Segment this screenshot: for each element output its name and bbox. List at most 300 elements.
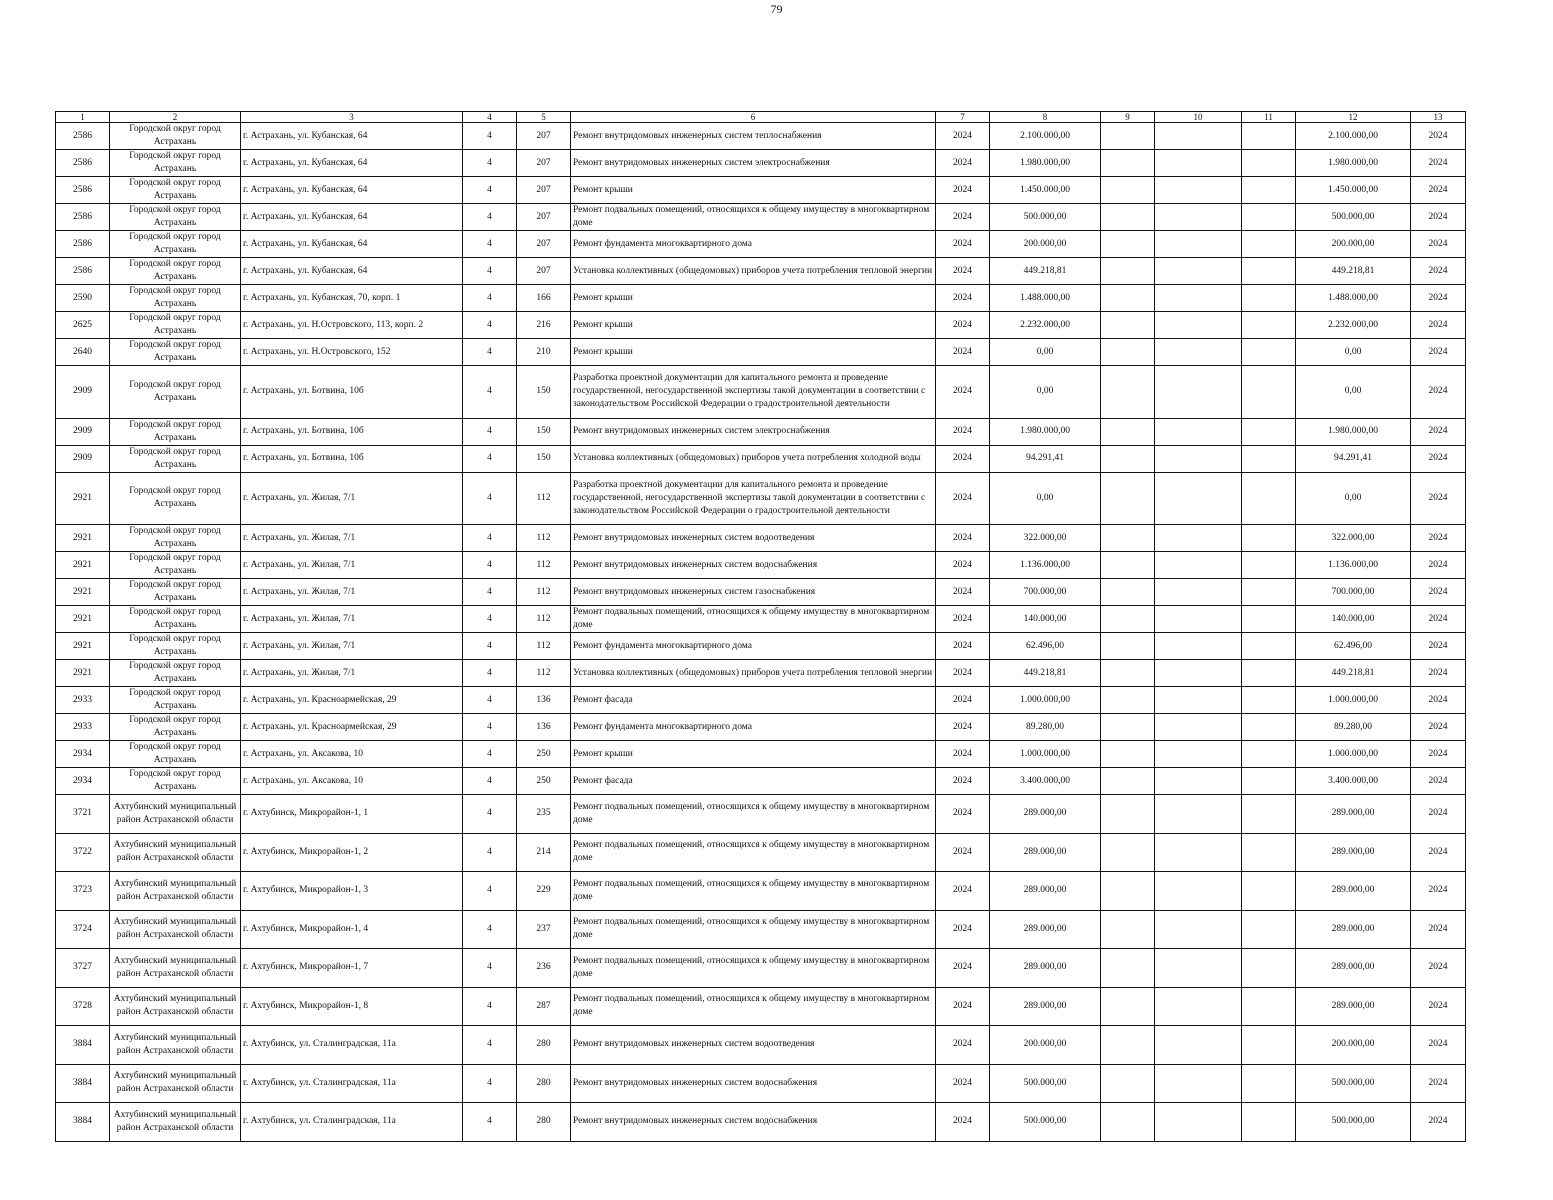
col9-cell — [1101, 741, 1155, 768]
column-number-header: 5 — [517, 112, 571, 123]
total-cost-cell: 322.000,00 — [1296, 525, 1411, 552]
col11-cell — [1242, 741, 1296, 768]
end-year-cell: 2024 — [1411, 150, 1466, 177]
table-row — [56, 258, 1466, 285]
table-row — [56, 285, 1466, 312]
address-cell: г. Ахтубинск, Микрорайон-1, 4 — [241, 910, 463, 949]
cost-cell: 289.000,00 — [990, 872, 1101, 911]
municipality-cell: Ахтубинский муниципальный район Астраханской области — [110, 795, 241, 834]
total-cost-cell: 289.000,00 — [1296, 910, 1411, 949]
address-cell: г. Астрахань, ул. Н.Островского, 152 — [241, 339, 463, 366]
end-year-cell: 2024 — [1411, 714, 1466, 741]
total-cost-cell: 140.000,00 — [1296, 606, 1411, 633]
col10-cell — [1155, 150, 1242, 177]
col9-cell — [1101, 418, 1155, 445]
end-year-cell: 2024 — [1411, 285, 1466, 312]
col4-cell: 4 — [463, 833, 517, 872]
col5-cell: 214 — [517, 833, 571, 872]
cost-cell: 289.000,00 — [990, 987, 1101, 1026]
col5-cell: 112 — [517, 606, 571, 633]
col11-cell — [1242, 910, 1296, 949]
municipality-cell: Ахтубинский муниципальный район Астраханской области — [110, 872, 241, 911]
municipality-cell: Ахтубинский муниципальный район Астраханской области — [110, 949, 241, 988]
total-cost-cell: 1.450.000,00 — [1296, 177, 1411, 204]
address-cell: г. Астрахань, ул. Жилая, 7/1 — [241, 552, 463, 579]
table-row — [56, 366, 1466, 419]
col9-cell — [1101, 579, 1155, 606]
col11-cell — [1242, 177, 1296, 204]
municipality-cell: Ахтубинский муниципальный район Астраханской области — [110, 910, 241, 949]
end-year-cell: 2024 — [1411, 910, 1466, 949]
work-type-cell: Ремонт подвальных помещений, относящихся к общему имуществу в многоквартирном доме — [571, 833, 936, 872]
column-number-header: 1 — [56, 112, 110, 123]
house-id-cell: 2586 — [56, 123, 110, 150]
col4-cell: 4 — [463, 339, 517, 366]
col5-cell: 280 — [517, 1103, 571, 1142]
work-type-cell: Разработка проектной документации для капитального ремонта и проведение государственной, негосударственной экспертизы такой документации в соответствии с законодательством Российской Федерации о градостроительной деятельности — [571, 366, 936, 419]
work-type-cell: Ремонт фундамента многоквартирного дома — [571, 714, 936, 741]
total-cost-cell: 2.100.000,00 — [1296, 123, 1411, 150]
house-id-cell: 2921 — [56, 579, 110, 606]
col11-cell — [1242, 833, 1296, 872]
cost-cell: 1.000.000,00 — [990, 741, 1101, 768]
house-id-cell: 3884 — [56, 1026, 110, 1065]
year-cell: 2024 — [936, 445, 990, 472]
col4-cell: 4 — [463, 366, 517, 419]
house-id-cell: 2586 — [56, 204, 110, 231]
col5-cell: 112 — [517, 525, 571, 552]
work-type-cell: Установка коллективных (общедомовых) приборов учета потребления тепловой энергии — [571, 258, 936, 285]
col9-cell — [1101, 660, 1155, 687]
table-row — [56, 833, 1466, 872]
address-cell: г. Астрахань, ул. Кубанская, 64 — [241, 150, 463, 177]
column-number-header: 6 — [571, 112, 936, 123]
col4-cell: 4 — [463, 1103, 517, 1142]
col11-cell — [1242, 687, 1296, 714]
cost-cell: 449.218,81 — [990, 660, 1101, 687]
col9-cell — [1101, 150, 1155, 177]
cost-cell: 1.980.000,00 — [990, 150, 1101, 177]
table-row — [56, 339, 1466, 366]
col11-cell — [1242, 150, 1296, 177]
year-cell: 2024 — [936, 687, 990, 714]
col9-cell — [1101, 177, 1155, 204]
address-cell: г. Астрахань, ул. Жилая, 7/1 — [241, 472, 463, 525]
table-row — [56, 633, 1466, 660]
col9-cell — [1101, 987, 1155, 1026]
work-type-cell: Ремонт подвальных помещений, относящихся к общему имуществу в многоквартирном доме — [571, 872, 936, 911]
year-cell: 2024 — [936, 418, 990, 445]
municipality-cell: Ахтубинский муниципальный район Астраханской области — [110, 1026, 241, 1065]
cost-cell: 200.000,00 — [990, 231, 1101, 258]
cost-cell: 289.000,00 — [990, 833, 1101, 872]
municipality-cell: Городской округ город Астрахань — [110, 633, 241, 660]
house-id-cell: 2586 — [56, 231, 110, 258]
col11-cell — [1242, 552, 1296, 579]
municipality-cell: Городской округ город Астрахань — [110, 177, 241, 204]
work-type-cell: Ремонт внутридомовых инженерных систем газоснабжения — [571, 579, 936, 606]
cost-cell: 289.000,00 — [990, 795, 1101, 834]
col10-cell — [1155, 687, 1242, 714]
total-cost-cell: 1.000.000,00 — [1296, 687, 1411, 714]
cost-cell: 62.496,00 — [990, 633, 1101, 660]
cost-cell: 94.291,41 — [990, 445, 1101, 472]
year-cell: 2024 — [936, 795, 990, 834]
col9-cell — [1101, 1064, 1155, 1103]
col10-cell — [1155, 660, 1242, 687]
end-year-cell: 2024 — [1411, 339, 1466, 366]
cost-cell: 140.000,00 — [990, 606, 1101, 633]
municipality-cell: Городской округ город Астрахань — [110, 204, 241, 231]
col5-cell: 207 — [517, 204, 571, 231]
year-cell: 2024 — [936, 660, 990, 687]
year-cell: 2024 — [936, 1103, 990, 1142]
col4-cell: 4 — [463, 1026, 517, 1065]
col9-cell — [1101, 339, 1155, 366]
house-id-cell: 2586 — [56, 150, 110, 177]
col10-cell — [1155, 418, 1242, 445]
total-cost-cell: 449.218,81 — [1296, 258, 1411, 285]
total-cost-cell: 1.136.000,00 — [1296, 552, 1411, 579]
end-year-cell: 2024 — [1411, 768, 1466, 795]
work-type-cell: Разработка проектной документации для капитального ремонта и проведение государственной, негосударственной экспертизы такой документации в соответствии с законодательством Российской Федерации о градостроительной деятельности — [571, 472, 936, 525]
col10-cell — [1155, 366, 1242, 419]
col9-cell — [1101, 768, 1155, 795]
col11-cell — [1242, 1064, 1296, 1103]
col5-cell: 166 — [517, 285, 571, 312]
work-type-cell: Ремонт подвальных помещений, относящихся к общему имуществу в многоквартирном доме — [571, 795, 936, 834]
total-cost-cell: 1.000.000,00 — [1296, 741, 1411, 768]
column-number-header: 7 — [936, 112, 990, 123]
year-cell: 2024 — [936, 987, 990, 1026]
house-id-cell: 2909 — [56, 445, 110, 472]
col10-cell — [1155, 714, 1242, 741]
col11-cell — [1242, 660, 1296, 687]
year-cell: 2024 — [936, 258, 990, 285]
total-cost-cell: 89.280,00 — [1296, 714, 1411, 741]
municipality-cell: Городской округ город Астрахань — [110, 579, 241, 606]
municipality-cell: Городской округ город Астрахань — [110, 150, 241, 177]
table-row — [56, 418, 1466, 445]
address-cell: г. Ахтубинск, ул. Сталинградская, 11а — [241, 1064, 463, 1103]
col11-cell — [1242, 714, 1296, 741]
work-type-cell: Установка коллективных (общедомовых) приборов учета потребления холодной воды — [571, 445, 936, 472]
col11-cell — [1242, 606, 1296, 633]
house-id-cell: 3884 — [56, 1064, 110, 1103]
col5-cell: 235 — [517, 795, 571, 834]
table-row — [56, 1026, 1466, 1065]
municipality-cell: Городской округ город Астрахань — [110, 552, 241, 579]
col5-cell: 112 — [517, 472, 571, 525]
work-type-cell: Ремонт внутридомовых инженерных систем водоснабжения — [571, 1103, 936, 1142]
end-year-cell: 2024 — [1411, 204, 1466, 231]
house-id-cell: 2640 — [56, 339, 110, 366]
col11-cell — [1242, 872, 1296, 911]
col9-cell — [1101, 258, 1155, 285]
end-year-cell: 2024 — [1411, 949, 1466, 988]
col11-cell — [1242, 949, 1296, 988]
cost-cell: 1.000.000,00 — [990, 687, 1101, 714]
col4-cell: 4 — [463, 418, 517, 445]
col11-cell — [1242, 1103, 1296, 1142]
house-id-cell: 2933 — [56, 714, 110, 741]
address-cell: г. Астрахань, ул. Аксакова, 10 — [241, 768, 463, 795]
col11-cell — [1242, 231, 1296, 258]
col11-cell — [1242, 525, 1296, 552]
year-cell: 2024 — [936, 949, 990, 988]
col4-cell: 4 — [463, 741, 517, 768]
col11-cell — [1242, 795, 1296, 834]
col9-cell — [1101, 833, 1155, 872]
address-cell: г. Ахтубинск, Микрорайон-1, 3 — [241, 872, 463, 911]
total-cost-cell: 0,00 — [1296, 339, 1411, 366]
col10-cell — [1155, 833, 1242, 872]
municipality-cell: Городской округ город Астрахань — [110, 472, 241, 525]
col9-cell — [1101, 795, 1155, 834]
municipality-cell: Городской округ город Астрахань — [110, 366, 241, 419]
end-year-cell: 2024 — [1411, 687, 1466, 714]
year-cell: 2024 — [936, 741, 990, 768]
house-id-cell: 2625 — [56, 312, 110, 339]
municipality-cell: Городской округ город Астрахань — [110, 687, 241, 714]
col10-cell — [1155, 606, 1242, 633]
col5-cell: 207 — [517, 231, 571, 258]
col5-cell: 136 — [517, 687, 571, 714]
address-cell: г. Ахтубинск, ул. Сталинградская, 11а — [241, 1026, 463, 1065]
col10-cell — [1155, 552, 1242, 579]
col5-cell: 150 — [517, 445, 571, 472]
end-year-cell: 2024 — [1411, 833, 1466, 872]
col5-cell: 136 — [517, 714, 571, 741]
table-row — [56, 987, 1466, 1026]
address-cell: г. Астрахань, ул. Н.Островского, 113, корп. 2 — [241, 312, 463, 339]
col9-cell — [1101, 910, 1155, 949]
house-id-cell: 3722 — [56, 833, 110, 872]
work-type-cell: Ремонт крыши — [571, 741, 936, 768]
work-type-cell: Ремонт фасада — [571, 687, 936, 714]
col4-cell: 4 — [463, 285, 517, 312]
col10-cell — [1155, 987, 1242, 1026]
house-id-cell: 2921 — [56, 472, 110, 525]
year-cell: 2024 — [936, 472, 990, 525]
end-year-cell: 2024 — [1411, 366, 1466, 419]
address-cell: г. Ахтубинск, Микрорайон-1, 7 — [241, 949, 463, 988]
end-year-cell: 2024 — [1411, 445, 1466, 472]
col4-cell: 4 — [463, 687, 517, 714]
col11-cell — [1242, 204, 1296, 231]
table-row — [56, 204, 1466, 231]
capital-repair-table — [55, 111, 1466, 1142]
col4-cell: 4 — [463, 949, 517, 988]
col10-cell — [1155, 633, 1242, 660]
col11-cell — [1242, 418, 1296, 445]
table-row — [56, 579, 1466, 606]
total-cost-cell: 500.000,00 — [1296, 1064, 1411, 1103]
address-cell: г. Астрахань, ул. Кубанская, 64 — [241, 177, 463, 204]
table-row — [56, 1064, 1466, 1103]
cost-cell: 449.218,81 — [990, 258, 1101, 285]
year-cell: 2024 — [936, 833, 990, 872]
municipality-cell: Ахтубинский муниципальный район Астраханской области — [110, 833, 241, 872]
col5-cell: 112 — [517, 660, 571, 687]
col4-cell: 4 — [463, 258, 517, 285]
col11-cell — [1242, 579, 1296, 606]
address-cell: г. Ахтубинск, Микрорайон-1, 1 — [241, 795, 463, 834]
col5-cell: 207 — [517, 150, 571, 177]
house-id-cell: 2921 — [56, 660, 110, 687]
year-cell: 2024 — [936, 579, 990, 606]
col10-cell — [1155, 312, 1242, 339]
col5-cell: 207 — [517, 123, 571, 150]
work-type-cell: Ремонт внутридомовых инженерных систем электроснабжения — [571, 150, 936, 177]
address-cell: г. Астрахань, ул. Ботвина, 10б — [241, 366, 463, 419]
total-cost-cell: 0,00 — [1296, 366, 1411, 419]
year-cell: 2024 — [936, 714, 990, 741]
col10-cell — [1155, 741, 1242, 768]
col11-cell — [1242, 472, 1296, 525]
table-row — [56, 231, 1466, 258]
col5-cell: 112 — [517, 633, 571, 660]
address-cell: г. Ахтубинск, ул. Сталинградская, 11а — [241, 1103, 463, 1142]
table-row — [56, 949, 1466, 988]
col9-cell — [1101, 633, 1155, 660]
col5-cell: 150 — [517, 418, 571, 445]
year-cell: 2024 — [936, 525, 990, 552]
total-cost-cell: 1.488.000,00 — [1296, 285, 1411, 312]
work-type-cell: Ремонт крыши — [571, 177, 936, 204]
end-year-cell: 2024 — [1411, 1103, 1466, 1142]
year-cell: 2024 — [936, 768, 990, 795]
address-cell: г. Астрахань, ул. Жилая, 7/1 — [241, 525, 463, 552]
work-type-cell: Ремонт внутридомовых инженерных систем электроснабжения — [571, 418, 936, 445]
address-cell: г. Астрахань, ул. Кубанская, 64 — [241, 258, 463, 285]
year-cell: 2024 — [936, 312, 990, 339]
house-id-cell: 2933 — [56, 687, 110, 714]
col4-cell: 4 — [463, 579, 517, 606]
col11-cell — [1242, 123, 1296, 150]
municipality-cell: Ахтубинский муниципальный район Астраханской области — [110, 1064, 241, 1103]
col10-cell — [1155, 795, 1242, 834]
address-cell: г. Астрахань, ул. Ботвина, 10б — [241, 445, 463, 472]
column-number-header: 12 — [1296, 112, 1411, 123]
table-row — [56, 768, 1466, 795]
municipality-cell: Городской округ город Астрахань — [110, 768, 241, 795]
col4-cell: 4 — [463, 177, 517, 204]
municipality-cell: Городской округ город Астрахань — [110, 418, 241, 445]
end-year-cell: 2024 — [1411, 606, 1466, 633]
municipality-cell: Городской округ город Астрахань — [110, 312, 241, 339]
table-row — [56, 123, 1466, 150]
end-year-cell: 2024 — [1411, 312, 1466, 339]
col5-cell: 287 — [517, 987, 571, 1026]
year-cell: 2024 — [936, 910, 990, 949]
page-number: 79 — [770, 2, 783, 16]
total-cost-cell: 289.000,00 — [1296, 833, 1411, 872]
col11-cell — [1242, 339, 1296, 366]
column-number-header-row — [56, 112, 1466, 123]
col5-cell: 250 — [517, 741, 571, 768]
col11-cell — [1242, 366, 1296, 419]
year-cell: 2024 — [936, 633, 990, 660]
cost-cell: 3.400.000,00 — [990, 768, 1101, 795]
house-id-cell: 2934 — [56, 768, 110, 795]
table-row — [56, 660, 1466, 687]
cost-cell: 0,00 — [990, 366, 1101, 419]
column-number-header: 4 — [463, 112, 517, 123]
end-year-cell: 2024 — [1411, 987, 1466, 1026]
work-type-cell: Ремонт крыши — [571, 339, 936, 366]
address-cell: г. Астрахань, ул. Жилая, 7/1 — [241, 633, 463, 660]
end-year-cell: 2024 — [1411, 795, 1466, 834]
total-cost-cell: 500.000,00 — [1296, 204, 1411, 231]
address-cell: г. Астрахань, ул. Жилая, 7/1 — [241, 660, 463, 687]
col9-cell — [1101, 231, 1155, 258]
col4-cell: 4 — [463, 472, 517, 525]
cost-cell: 2.232.000,00 — [990, 312, 1101, 339]
col9-cell — [1101, 525, 1155, 552]
municipality-cell: Ахтубинский муниципальный район Астраханской области — [110, 1103, 241, 1142]
table-row — [56, 714, 1466, 741]
cost-cell: 289.000,00 — [990, 949, 1101, 988]
address-cell: г. Астрахань, ул. Кубанская, 64 — [241, 231, 463, 258]
col9-cell — [1101, 552, 1155, 579]
municipality-cell: Городской округ город Астрахань — [110, 123, 241, 150]
total-cost-cell: 1.980.000,00 — [1296, 150, 1411, 177]
col9-cell — [1101, 872, 1155, 911]
cost-cell: 500.000,00 — [990, 1103, 1101, 1142]
table-row — [56, 741, 1466, 768]
col5-cell: 207 — [517, 177, 571, 204]
end-year-cell: 2024 — [1411, 177, 1466, 204]
col10-cell — [1155, 579, 1242, 606]
table-row — [56, 910, 1466, 949]
cost-cell: 1.488.000,00 — [990, 285, 1101, 312]
total-cost-cell: 289.000,00 — [1296, 872, 1411, 911]
col11-cell — [1242, 445, 1296, 472]
municipality-cell: Городской округ город Астрахань — [110, 606, 241, 633]
address-cell: г. Астрахань, ул. Кубанская, 64 — [241, 204, 463, 231]
work-type-cell: Ремонт подвальных помещений, относящихся к общему имуществу в многоквартирном доме — [571, 987, 936, 1026]
municipality-cell: Городской округ город Астрахань — [110, 445, 241, 472]
address-cell: г. Астрахань, ул. Кубанская, 70, корп. 1 — [241, 285, 463, 312]
total-cost-cell: 200.000,00 — [1296, 1026, 1411, 1065]
col4-cell: 4 — [463, 910, 517, 949]
col10-cell — [1155, 339, 1242, 366]
col5-cell: 237 — [517, 910, 571, 949]
year-cell: 2024 — [936, 552, 990, 579]
year-cell: 2024 — [936, 366, 990, 419]
table-row — [56, 445, 1466, 472]
col10-cell — [1155, 204, 1242, 231]
end-year-cell: 2024 — [1411, 418, 1466, 445]
address-cell: г. Астрахань, ул. Красноармейская, 29 — [241, 714, 463, 741]
address-cell: г. Ахтубинск, Микрорайон-1, 8 — [241, 987, 463, 1026]
col4-cell: 4 — [463, 606, 517, 633]
year-cell: 2024 — [936, 123, 990, 150]
col5-cell: 112 — [517, 552, 571, 579]
end-year-cell: 2024 — [1411, 1026, 1466, 1065]
year-cell: 2024 — [936, 231, 990, 258]
col9-cell — [1101, 312, 1155, 339]
col9-cell — [1101, 285, 1155, 312]
year-cell: 2024 — [936, 204, 990, 231]
municipality-cell: Городской округ город Астрахань — [110, 285, 241, 312]
year-cell: 2024 — [936, 1064, 990, 1103]
col5-cell: 280 — [517, 1064, 571, 1103]
total-cost-cell: 1.980.000,00 — [1296, 418, 1411, 445]
end-year-cell: 2024 — [1411, 633, 1466, 660]
col10-cell — [1155, 231, 1242, 258]
